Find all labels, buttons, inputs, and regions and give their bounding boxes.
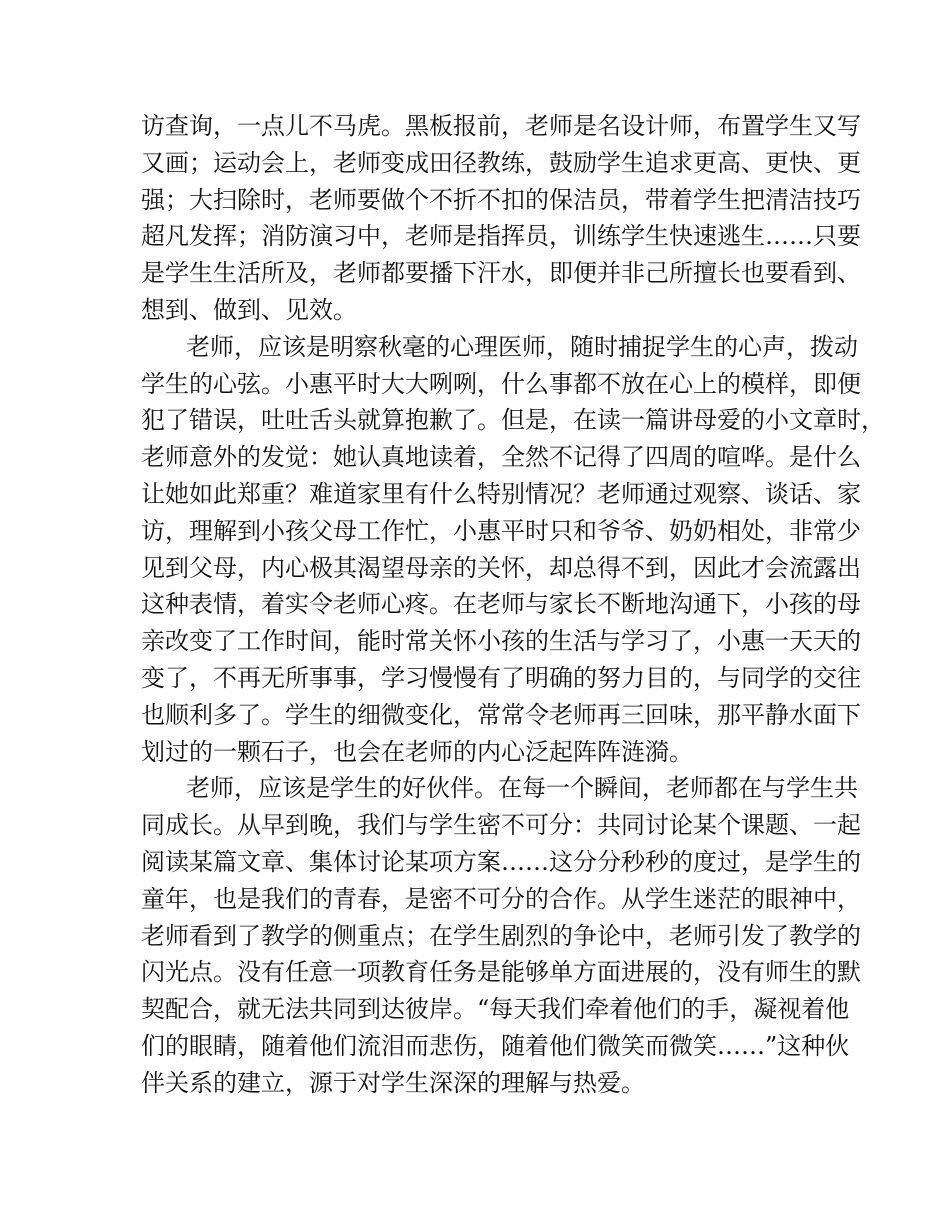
text-line: 伴关系的建立，源于对学生深深的理解与热爱。	[141, 1068, 645, 1097]
text-line: 是学生生活所及，老师都要播下汗水，即便并非己所擅长也要看到、	[141, 259, 861, 288]
text-line: 犯了错误，吐吐舌头就算抱歉了。但是，在读一篇讲母爱的小文章时，	[141, 406, 885, 435]
text-line: 童年，也是我们的青春，是密不可分的合作。从学生迷茫的眼神中，	[141, 884, 861, 913]
text-line: 划过的一颗石子，也会在老师的内心泛起阵阵涟漪。	[141, 737, 693, 766]
text-line: 又画；运动会上，老师变成田径教练，鼓励学生追求更高、更快、更	[141, 148, 861, 177]
text-line: 访，理解到小孩父母工作忙，小惠平时只和爷爷、奶奶相处，非常少	[141, 516, 861, 545]
body-text	[141, 108, 885, 1102]
text-line: 老师，应该是学生的好伙伴。在每一个瞬间，老师都在与学生共	[186, 774, 858, 803]
text-line: 访查询，一点儿不马虎。黑板报前，老师是名设计师，布置学生又写	[141, 112, 861, 140]
paragraph-1	[141, 108, 861, 329]
text-line: 强；大扫除时，老师要做个不折不扣的保洁员，带着学生把清洁技巧	[141, 185, 861, 214]
text-line: 同成长。从早到晚，我们与学生密不可分：共同讨论某个课题、一起	[141, 811, 861, 840]
text-line: 老师，应该是明察秋毫的心理医师，随时捕捉学生的心声，拨动	[186, 332, 858, 361]
text-line: 见到父母，内心极其渴望母亲的关怀，却总得不到，因此才会流露出	[141, 553, 861, 582]
paragraph-2	[141, 329, 885, 771]
text-line: 学生的心弦。小惠平时大大咧咧，什么事都不放在心上的模样，即便	[141, 369, 861, 398]
text-line: 变了，不再无所事事，学习慢慢有了明确的努力目的，与同学的交往	[141, 663, 861, 692]
text-line: 老师看到了教学的侧重点；在学生剧烈的争论中，老师引发了教学的	[141, 921, 861, 950]
text-line: 阅读某篇文章、集体讨论某项方案……这分分秒秒的度过，是学生的	[141, 847, 861, 876]
text-line: 老师意外的发觉：她认真地读着，全然不记得了四周的喧哗。是什么	[141, 443, 861, 472]
text-line: 亲改变了工作时间，能时常关怀小孩的生活与学习了，小惠一天天的	[141, 627, 861, 656]
text-line: 想到、做到、见效。	[141, 295, 357, 324]
paragraph-3	[141, 770, 861, 1101]
text-line: 这种表情，着实令老师心疼。在老师与家长不断地沟通下，小孩的母	[141, 590, 861, 619]
text-line: 们的眼睛，随着他们流泪而悲伤，随着他们微笑而微笑……”这种伙	[141, 1031, 850, 1060]
text-line: 闪光点。没有任意一项教育任务是能够单方面进展的，没有师生的默	[141, 958, 861, 987]
text-line: 也顺利多了。学生的细微变化，常常令老师再三回味，那平静水面下	[141, 700, 861, 729]
text-line: 超凡发挥；消防演习中，老师是指挥员，训练学生快速逃生……只要	[141, 222, 861, 251]
text-line: 契配合，就无法共同到达彼岸。“每天我们牵着他们的手，凝视着他	[141, 995, 850, 1024]
text-line: 让她如此郑重？难道家里有什么特别情况？老师通过观察、谈话、家	[141, 479, 861, 508]
